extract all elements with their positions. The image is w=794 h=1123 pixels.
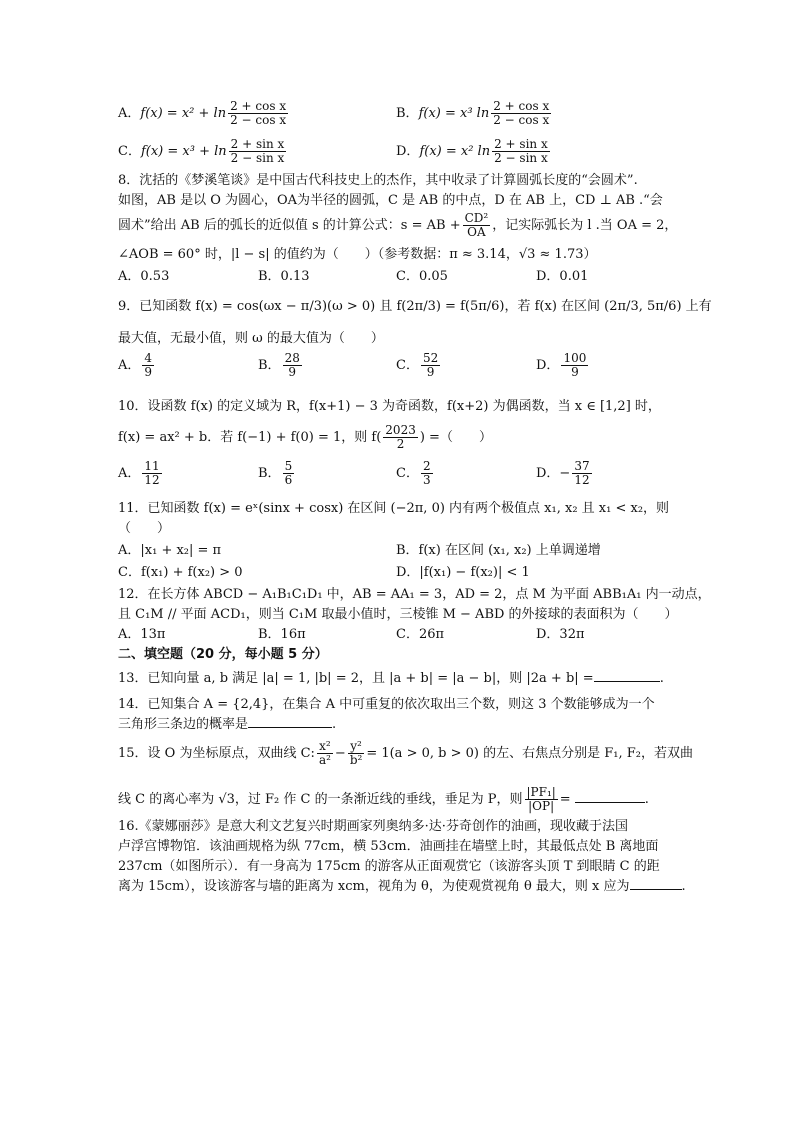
- q9-line-2: 最大值，无最小值，则 ω 的最大值为（ ）: [118, 331, 384, 346]
- q7-b-fraction: $\frac{\text{2 + cos x}}{\text{2 − cos x}}$: [493, 99, 550, 127]
- q16-line-3: 237cm（如图所示）．有一身高为 175cm 的游客从正面观赏它（该游客头顶 T 到眼睛 C 的距: [118, 859, 660, 874]
- q14-answer-blank[interactable]: [248, 727, 332, 728]
- q8-formula-fraction: $\frac{\text{CD²}}{OA}$: [464, 211, 489, 239]
- q10-b-fraction: $\frac{5}{6}$: [284, 459, 293, 487]
- q16-line-1: 16.《蒙娜丽莎》是意大利文艺复兴时期画家列奥纳多·达·芬奇创作的油画，现收藏于法国: [118, 819, 628, 834]
- q12-option-a: A．13π: [118, 627, 166, 642]
- q9-option-a: A． $\frac{4}{9}$: [118, 351, 153, 379]
- q7-c-fraction: $\frac{\text{2 + sin x}}{\text{2 − sin x}}$: [230, 137, 285, 165]
- q12-option-c: C．26π: [396, 627, 445, 642]
- q7-option-d: D．f(x) = x² ln $\frac{\text{2 + sin x}}{\text{2 − sin x}}$: [396, 137, 548, 165]
- q12-line-1: 12．在长方体 ABCD − A₁B₁C₁D₁ 中，AB = AA₁ = 3，AD = 2，点 M 为平面 ABB₁A₁ 内一动点，: [118, 587, 711, 602]
- q10-option-b: B． $\frac{5}{6}$: [258, 459, 293, 487]
- q10-fraction: $\frac{2023}{2}$: [385, 423, 416, 451]
- q10-option-a: A． $\frac{11}{12}$: [118, 459, 160, 487]
- section-2-heading: 二、填空题（20 分，每小题 5 分）: [118, 647, 328, 662]
- q10-a-fraction: $\frac{11}{12}$: [144, 459, 160, 487]
- q14-line-1: 14．已知集合 A = {2,4}，在集合 A 中可重复的依次取出三个数，则这 3 个数能够成为一个: [118, 697, 655, 712]
- q8-option-a: A．0.53: [118, 269, 170, 284]
- q8-line-4: ∠AOB = 60° 时，|l − s| 的值约为（ ）（参考数据：π ≈ 3.14，√3 ≈ 1.73）: [118, 247, 597, 262]
- q12-option-d: D．32π: [536, 627, 585, 642]
- q15-line-2: 线 C 的离心率为 √3，过 F₂ 作 C 的一条渐近线的垂线，垂足为 P，则 $\frac{\text{|PF₁|}}{|OP|}$ = .: [118, 785, 649, 813]
- q15-x-fraction: $\frac{\text{x²}}{\text{a²}}$: [318, 739, 331, 767]
- q12-line-2: 且 C₁M // 平面 ACD₁，则当 C₁M 取最小值时，三棱锥 M − ABD 的外接球的表面积为（ ）: [118, 607, 678, 622]
- q9-c-fraction: $\frac{52}{9}$: [422, 351, 439, 379]
- q12-option-b: B．16π: [258, 627, 306, 642]
- q9-b-fraction: $\frac{28}{9}$: [284, 351, 300, 379]
- q9-option-b: B． $\frac{28}{9}$: [258, 351, 300, 379]
- q10-line-2: f(x) = ax² + b．若 f(−1) + f(0) = 1，则 f( $\frac{2023}{2}$ ) =（ ）: [118, 423, 492, 451]
- q7-option-c: C．f(x) = x³ + ln $\frac{\text{2 + sin x}}{\text{2 − sin x}}$: [118, 137, 285, 165]
- q11-option-d: D．|f(x₁) − f(x₂)| < 1: [396, 565, 530, 580]
- q15-ratio-fraction: $\frac{\text{|PF₁|}}{|OP|}$: [526, 785, 556, 813]
- q11-line-2: （ ）: [118, 521, 171, 536]
- q11-option-b: B．f(x) 在区间 (x₁, x₂) 上单调递增: [396, 543, 601, 558]
- q10-d-fraction: $\frac{37}{12}$: [574, 459, 590, 487]
- q11-option-c: C．f(x₁) + f(x₂) > 0: [118, 565, 243, 580]
- q9-option-d: D． $\frac{100}{9}$: [536, 351, 587, 379]
- q11-option-a: A．|x₁ + x₂| = π: [118, 543, 222, 558]
- q15-line-1: 15．设 O 为坐标原点，双曲线 C: $\frac{\text{x²}}{\text{a²}}$ − $\frac{\text{y²}}{\text{b²}}$ = 1(a > 0, b > 0) 的左、右焦点分别是 F₁, F₂，若双曲: [118, 739, 693, 767]
- q8-line-1: 8．沈括的《梦溪笔谈》是中国古代科技史上的杰作，其中收录了计算圆弧长度的“会圆术”.: [118, 173, 638, 188]
- q13-line: 13．已知向量 a, b 满足 |a| = 1, |b| = 2，且 |a + b| = |a − b|，则 |2a + b| = .: [118, 671, 664, 686]
- q7-d-fraction: $\frac{\text{2 + sin x}}{\text{2 − sin x}}$: [494, 137, 548, 165]
- q7-option-b: B．f(x) = x³ ln $\frac{\text{2 + cos x}}{\text{2 − cos x}}$: [396, 99, 550, 127]
- q9-a-fraction: $\frac{4}{9}$: [144, 351, 153, 379]
- q10-option-c: C． $\frac{2}{3}$: [396, 459, 431, 487]
- q9-d-fraction: $\frac{100}{9}$: [563, 351, 587, 379]
- q10-c-fraction: $\frac{2}{3}$: [422, 459, 431, 487]
- q11-line-1: 11．已知函数 f(x) = eˣ(sinx + cosx) 在区间 (−2π, 0) 内有两个极值点 x₁, x₂ 且 x₁ < x₂，则: [118, 501, 670, 516]
- q7-a-fraction: $\frac{\text{2 + cos x}}{\text{2 − cos x}}$: [230, 99, 287, 127]
- q7-option-a: A．f(x) = x² + ln $\frac{\text{2 + cos x}}{\text{2 − cos x}}$: [118, 99, 287, 127]
- q8-option-b: B．0.13: [258, 269, 310, 284]
- q9-option-c: C． $\frac{52}{9}$: [396, 351, 439, 379]
- q15-answer-blank[interactable]: [575, 802, 645, 803]
- q8-line-2: 如图，AB 是以 O 为圆心，OA为半径的圆弧，C 是 AB 的中点，D 在 AB 上，CD ⊥ AB .“会: [118, 193, 663, 208]
- q10-line-1: 10．设函数 f(x) 的定义域为 R，f(x+1) − 3 为奇函数，f(x+2) 为偶函数，当 x ∈ [1,2] 时，: [118, 399, 661, 414]
- q8-option-c: C．0.05: [396, 269, 448, 284]
- q8-option-d: D．0.01: [536, 269, 589, 284]
- q13-answer-blank[interactable]: [594, 681, 660, 682]
- q16-line-4: 离为 15cm），设该游客与墙的距离为 xcm，视角为 θ，为使观赏视角 θ 最大，则 x 应为 .: [118, 879, 686, 894]
- q16-answer-blank[interactable]: [630, 889, 682, 890]
- q8-line-3: 圆术”给出 AB 后的弧长的近似值 s 的计算公式：s = AB + $\frac{\text{CD²}}{OA}$ ，记实际弧长为 l .当 OA = 2，: [118, 211, 678, 239]
- q14-line-2: 三角形三条边的概率是 .: [118, 717, 337, 732]
- q9-line-1: 9．已知函数 f(x) = cos(ωx − π/3)(ω > 0) 且 f(2π/3) = f(5π/6)，若 f(x) 在区间 (2π/3, 5π/6) 上有: [118, 299, 712, 314]
- q16-line-2: 卢浮宫博物馆．该油画规格为纵 77cm，横 53cm．油画挂在墙壁上时，其最低点处 B 离地面: [118, 839, 659, 854]
- q10-option-d: D．− $\frac{37}{12}$: [536, 459, 590, 487]
- q15-y-fraction: $\frac{\text{y²}}{\text{b²}}$: [349, 739, 363, 767]
